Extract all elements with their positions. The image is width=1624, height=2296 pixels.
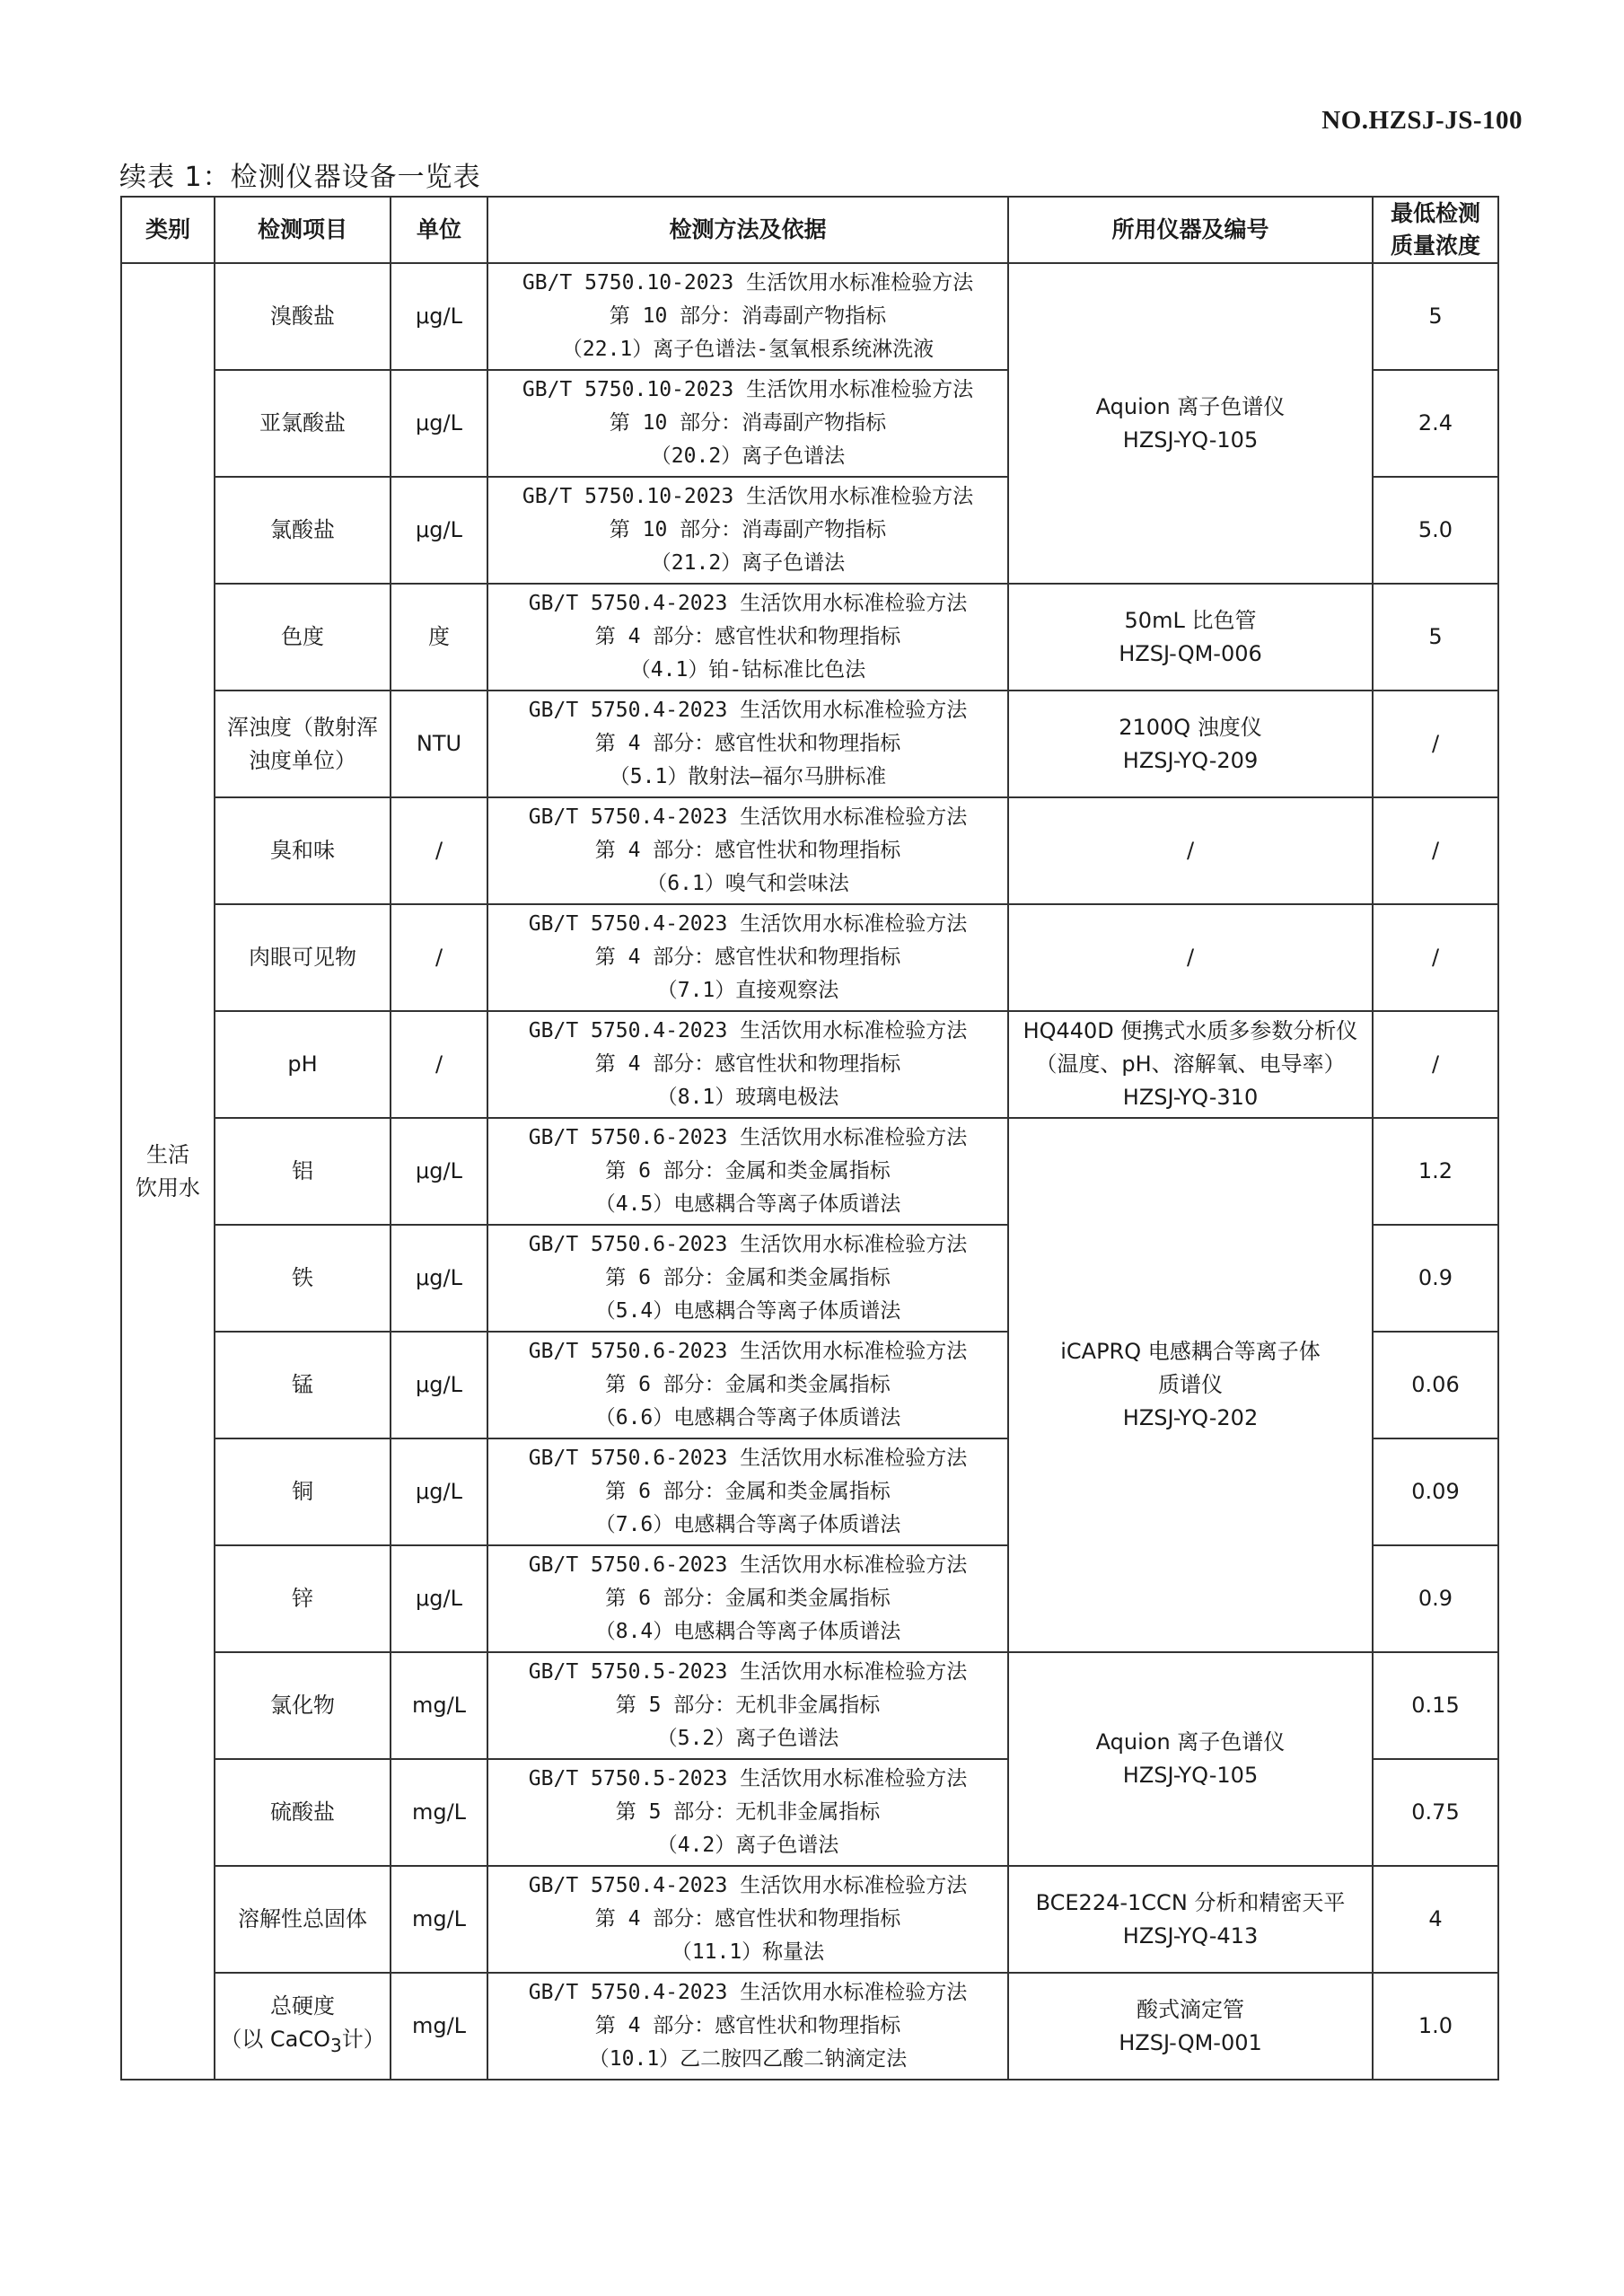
item-cell <box>215 691 391 797</box>
method-clause: （8.4）电感耦合等离子体质谱法 <box>594 1620 901 1643</box>
instrument-cell <box>1008 1866 1373 1973</box>
instrument-code: HZSJ-QM-001 <box>1119 2029 1262 2055</box>
min-cell: 0.75 <box>1373 1759 1498 1866</box>
item-line2 <box>219 2023 386 2063</box>
instrument-cell <box>1008 1652 1373 1866</box>
table-row <box>121 584 1498 691</box>
unit-cell: μg/L <box>391 263 487 370</box>
method-clause: （7.1）直接观察法 <box>656 979 839 1002</box>
method-part: 第 6 部分：金属和类金属指标 <box>605 1159 891 1183</box>
col-header-unit: 单位 <box>391 197 487 263</box>
category-line1: 生活 <box>146 1141 189 1167</box>
min-header-line1: 最低检测 <box>1390 200 1480 226</box>
method-standard: GB/T 5750.10-2023 生活饮用水标准检验方法 <box>522 271 974 295</box>
method-part: 第 4 部分：感官性状和物理指标 <box>594 839 901 862</box>
method-part: 第 6 部分：金属和类金属指标 <box>605 1373 891 1396</box>
item-line2-subscript: 3 <box>330 2034 342 2056</box>
header-row <box>121 197 1498 263</box>
unit-cell: mg/L <box>391 1652 487 1759</box>
unit-cell: μg/L <box>391 370 487 477</box>
unit-cell: / <box>391 1011 487 1118</box>
item-cell: 色度 <box>215 584 391 691</box>
unit-cell: μg/L <box>391 1118 487 1225</box>
min-cell: 5 <box>1373 263 1498 370</box>
min-cell: 5 <box>1373 584 1498 691</box>
instrument-code: HZSJ-YQ-105 <box>1122 427 1259 453</box>
unit-cell: μg/L <box>391 477 487 584</box>
method-standard: GB/T 5750.10-2023 生活饮用水标准检验方法 <box>522 378 974 401</box>
table-row <box>121 1118 1498 1225</box>
instrument-code: HZSJ-YQ-310 <box>1122 1085 1259 1110</box>
method-cell <box>487 691 1008 797</box>
method-part: 第 4 部分：感官性状和物理指标 <box>594 732 901 755</box>
unit-cell: μg/L <box>391 1545 487 1652</box>
item-cell: 氯化物 <box>215 1652 391 1759</box>
instrument-cell: / <box>1008 797 1373 904</box>
min-cell: 1.0 <box>1373 1973 1498 2080</box>
item-cell: 锌 <box>215 1545 391 1652</box>
table-row <box>121 797 1498 904</box>
item-cell: 臭和味 <box>215 797 391 904</box>
method-cell <box>487 1652 1008 1759</box>
instrument-code: HZSJ-YQ-209 <box>1122 747 1259 773</box>
table-row <box>121 1866 1498 1973</box>
instrument-name: 2100Q 浊度仪 <box>1119 714 1262 740</box>
method-part: 第 10 部分：消毒副产物指标 <box>609 411 887 435</box>
method-part: 第 4 部分：感官性状和物理指标 <box>594 1052 901 1076</box>
col-header-item: 检测项目 <box>215 197 391 263</box>
table-row <box>121 691 1498 797</box>
instrument-name-cont: 质谱仪 <box>1158 1372 1223 1397</box>
unit-cell: mg/L <box>391 1759 487 1866</box>
item-cell: 亚氯酸盐 <box>215 370 391 477</box>
method-cell <box>487 1332 1008 1438</box>
document-number: NO.HZSJ-JS-100 <box>1321 106 1523 135</box>
table-caption: 续表 1：检测仪器设备一览表 <box>119 162 481 193</box>
unit-cell: mg/L <box>391 1866 487 1973</box>
instrument-params: （温度、pH、溶解氧、电导率） <box>1035 1051 1346 1077</box>
instrument-code: HZSJ-YQ-105 <box>1122 1763 1259 1788</box>
method-standard: GB/T 5750.6-2023 生活饮用水标准检验方法 <box>528 1233 968 1256</box>
min-cell: 0.9 <box>1373 1545 1498 1652</box>
method-cell <box>487 1011 1008 1118</box>
item-line2-a: （以 CaCO <box>220 2027 330 2053</box>
method-cell <box>487 1973 1008 2080</box>
method-cell <box>487 1866 1008 1973</box>
category-cell <box>121 263 215 2080</box>
min-cell: / <box>1373 904 1498 1011</box>
method-part: 第 10 部分：消毒副产物指标 <box>609 304 887 328</box>
unit-cell: μg/L <box>391 1438 487 1545</box>
min-cell: / <box>1373 691 1498 797</box>
item-cell: 肉眼可见物 <box>215 904 391 1011</box>
method-part: 第 4 部分：感官性状和物理指标 <box>594 625 901 648</box>
method-clause: （4.5）电感耦合等离子体质谱法 <box>594 1192 901 1216</box>
min-header-line2: 质量浓度 <box>1390 233 1480 259</box>
method-clause: （6.6）电感耦合等离子体质谱法 <box>594 1406 901 1430</box>
method-clause: （6.1）嗅气和尝味法 <box>646 872 849 895</box>
item-line1: 总硬度 <box>270 1993 335 2019</box>
method-cell <box>487 1545 1008 1652</box>
instrument-cell <box>1008 263 1373 584</box>
instrument-table <box>120 196 1499 2080</box>
instrument-cell <box>1008 1011 1373 1118</box>
instrument-name: BCE224-1CCN 分析和精密天平 <box>1035 1889 1346 1915</box>
method-part: 第 4 部分：感官性状和物理指标 <box>594 946 901 969</box>
table-row <box>121 263 1498 370</box>
item-cell: 溶解性总固体 <box>215 1866 391 1973</box>
instrument-cell <box>1008 1118 1373 1652</box>
method-part: 第 5 部分：无机非金属指标 <box>615 1693 881 1717</box>
method-standard: GB/T 5750.5-2023 生活饮用水标准检验方法 <box>528 1767 968 1790</box>
method-cell <box>487 1118 1008 1225</box>
method-cell <box>487 263 1008 370</box>
method-part: 第 10 部分：消毒副产物指标 <box>609 518 887 541</box>
method-cell <box>487 1225 1008 1332</box>
min-cell: 0.06 <box>1373 1332 1498 1438</box>
category-line2: 饮用水 <box>136 1174 200 1201</box>
method-part: 第 6 部分：金属和类金属指标 <box>605 1480 891 1503</box>
instrument-name: HQ440D 便携式水质多参数分析仪 <box>1023 1018 1358 1043</box>
instrument-code: HZSJ-YQ-202 <box>1122 1405 1259 1430</box>
method-clause: （5.2）离子色谱法 <box>656 1727 839 1750</box>
col-header-method: 检测方法及依据 <box>487 197 1008 263</box>
method-standard: GB/T 5750.6-2023 生活饮用水标准检验方法 <box>528 1553 968 1577</box>
method-cell <box>487 1438 1008 1545</box>
instrument-cell <box>1008 691 1373 797</box>
instrument-code: HZSJ-QM-006 <box>1119 640 1262 666</box>
method-cell <box>487 797 1008 904</box>
method-clause: （5.1）散射法—福尔马肼标准 <box>609 765 887 788</box>
item-cell: 溴酸盐 <box>215 263 391 370</box>
instrument-name: Aquion 离子色谱仪 <box>1095 1729 1286 1755</box>
table-row <box>121 1652 1498 1759</box>
method-standard: GB/T 5750.4-2023 生活饮用水标准检验方法 <box>528 1019 968 1042</box>
min-cell: 0.09 <box>1373 1438 1498 1545</box>
col-header-category: 类别 <box>121 197 215 263</box>
method-standard: GB/T 5750.6-2023 生活饮用水标准检验方法 <box>528 1447 968 1470</box>
method-clause: （5.4）电感耦合等离子体质谱法 <box>594 1299 901 1323</box>
table-row <box>121 1973 1498 2080</box>
instrument-name: 酸式滴定管 <box>1137 1996 1244 2022</box>
min-cell: 4 <box>1373 1866 1498 1973</box>
method-cell <box>487 370 1008 477</box>
unit-cell: 度 <box>391 584 487 691</box>
instrument-name: Aquion 离子色谱仪 <box>1095 393 1286 419</box>
min-cell: / <box>1373 797 1498 904</box>
min-cell: 1.2 <box>1373 1118 1498 1225</box>
item-cell: 铜 <box>215 1438 391 1545</box>
item-line2-b: 计） <box>341 2027 385 2053</box>
item-cell: 氯酸盐 <box>215 477 391 584</box>
instrument-cell: / <box>1008 904 1373 1011</box>
min-cell: 0.9 <box>1373 1225 1498 1332</box>
instrument-name: iCAPRQ 电感耦合等离子体 <box>1060 1339 1321 1364</box>
unit-cell: mg/L <box>391 1973 487 2080</box>
min-cell: 2.4 <box>1373 370 1498 477</box>
method-part: 第 6 部分：金属和类金属指标 <box>605 1587 891 1610</box>
method-standard: GB/T 5750.4-2023 生活饮用水标准检验方法 <box>528 912 968 936</box>
method-cell <box>487 1759 1008 1866</box>
unit-cell: / <box>391 797 487 904</box>
item-cell: 铁 <box>215 1225 391 1332</box>
instrument-name: 50mL 比色管 <box>1124 607 1257 633</box>
method-standard: GB/T 5750.6-2023 生活饮用水标准检验方法 <box>528 1340 968 1363</box>
item-line2: 浊度单位） <box>249 747 356 773</box>
method-standard: GB/T 5750.4-2023 生活饮用水标准检验方法 <box>528 592 968 615</box>
method-part: 第 6 部分：金属和类金属指标 <box>605 1266 891 1289</box>
method-clause: （4.2）离子色谱法 <box>656 1834 839 1857</box>
item-cell: pH <box>215 1011 391 1118</box>
method-standard: GB/T 5750.4-2023 生活饮用水标准检验方法 <box>528 805 968 829</box>
method-part: 第 4 部分：感官性状和物理指标 <box>594 1907 901 1931</box>
col-header-min-concentration <box>1373 197 1498 263</box>
method-clause: （22.1）离子色谱法-氢氧根系统淋洗液 <box>561 338 935 361</box>
instrument-code: HZSJ-YQ-413 <box>1122 1922 1259 1949</box>
min-cell: 5.0 <box>1373 477 1498 584</box>
method-standard: GB/T 5750.4-2023 生活饮用水标准检验方法 <box>528 699 968 722</box>
method-cell <box>487 477 1008 584</box>
method-cell <box>487 584 1008 691</box>
method-clause: （7.6）电感耦合等离子体质谱法 <box>594 1513 901 1536</box>
method-standard: GB/T 5750.6-2023 生活饮用水标准检验方法 <box>528 1126 968 1149</box>
item-cell: 锰 <box>215 1332 391 1438</box>
method-standard: GB/T 5750.10-2023 生活饮用水标准检验方法 <box>522 485 974 508</box>
method-clause: （21.2）离子色谱法 <box>650 551 846 575</box>
method-clause: （11.1）称量法 <box>671 1940 825 1964</box>
unit-cell: NTU <box>391 691 487 797</box>
unit-cell: / <box>391 904 487 1011</box>
unit-cell: μg/L <box>391 1225 487 1332</box>
col-header-instrument: 所用仪器及编号 <box>1008 197 1373 263</box>
table-row <box>121 904 1498 1011</box>
method-clause: （20.2）离子色谱法 <box>650 444 846 468</box>
item-cell: 硫酸盐 <box>215 1759 391 1866</box>
method-part: 第 5 部分：无机非金属指标 <box>615 1800 881 1824</box>
method-cell <box>487 904 1008 1011</box>
table-row <box>121 1011 1498 1118</box>
method-clause: （10.1）乙二胺四乙酸二钠滴定法 <box>588 2047 908 2071</box>
item-cell: 铝 <box>215 1118 391 1225</box>
item-cell <box>215 1973 391 2080</box>
instrument-cell <box>1008 584 1373 691</box>
method-clause: （4.1）铂-钴标准比色法 <box>629 658 866 682</box>
instrument-cell <box>1008 1973 1373 2080</box>
min-cell: 0.15 <box>1373 1652 1498 1759</box>
method-standard: GB/T 5750.4-2023 生活饮用水标准检验方法 <box>528 1874 968 1897</box>
method-standard: GB/T 5750.5-2023 生活饮用水标准检验方法 <box>528 1660 968 1684</box>
method-standard: GB/T 5750.4-2023 生活饮用水标准检验方法 <box>528 1981 968 2004</box>
min-cell: / <box>1373 1011 1498 1118</box>
unit-cell: μg/L <box>391 1332 487 1438</box>
method-clause: （8.1）玻璃电极法 <box>656 1086 839 1109</box>
item-line1: 浑浊度（散射浑 <box>227 714 378 740</box>
method-part: 第 4 部分：感官性状和物理指标 <box>594 2014 901 2037</box>
